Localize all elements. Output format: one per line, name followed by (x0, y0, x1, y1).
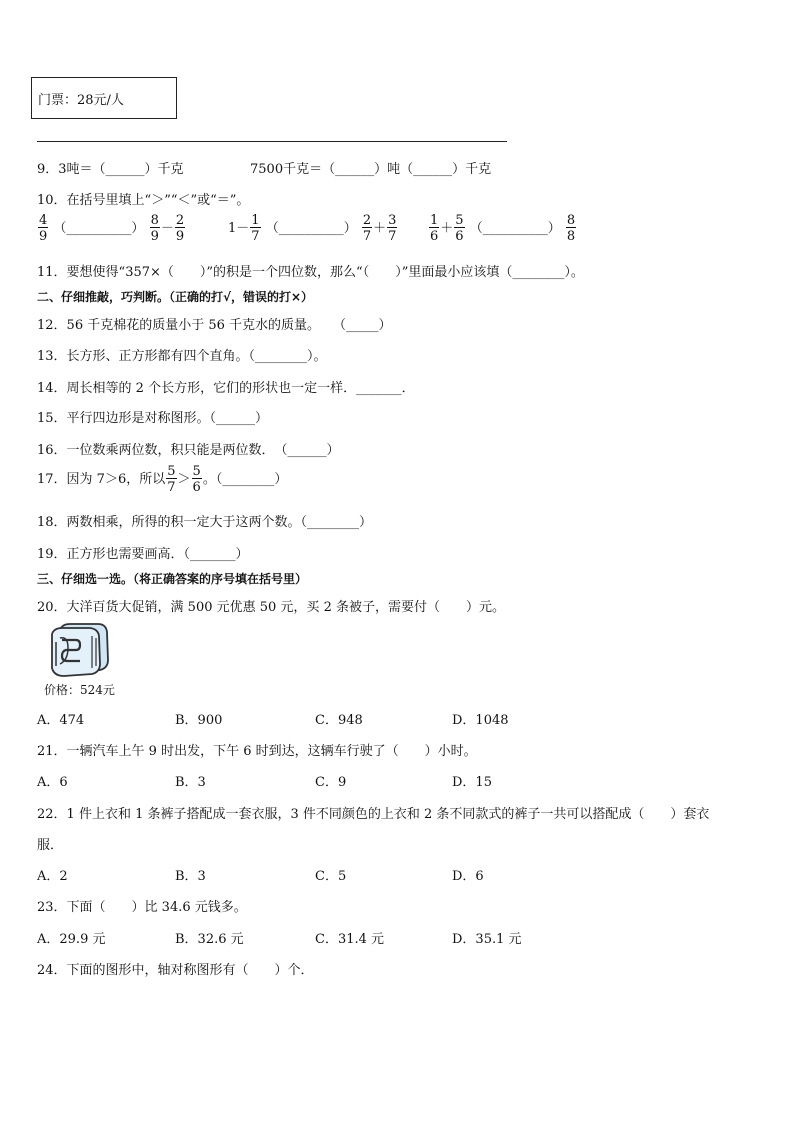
option-a: A．29.9 元 (37, 932, 106, 947)
question-16-text: 一位数乘两位数，积只能是两位数． （______） (66, 443, 340, 458)
question-number: 18． (37, 515, 67, 530)
fraction: $\frac{8}{8}$ (566, 213, 576, 244)
question-number: 13． (37, 349, 67, 364)
question-12-text: 56 千克棉花的质量小于 56 千克水的质量。 （_____） (66, 318, 392, 333)
expression-prefix: 1－ (228, 221, 250, 236)
ticket-price-box (31, 77, 177, 119)
question-19 (37, 543, 249, 562)
question-19-text: 正方形也需要画高．（_______） (66, 547, 249, 562)
fraction: $\frac{2}{7}$ (362, 213, 372, 244)
question-9-part-a: 3吨＝（______）千克 (58, 162, 184, 177)
price-label: 价格：524元 (44, 683, 115, 697)
question-20-text: 大洋百货大促销，满 500 元优惠 50 元，买 2 条被子，需要付（ ）元。 (66, 600, 505, 615)
divider-line (37, 141, 507, 142)
fraction: $\frac{1}{6}$ (430, 213, 439, 244)
option-a: A．6 (37, 775, 68, 790)
fraction: $\frac{8}{9}$ (150, 213, 159, 244)
question-9 (37, 158, 184, 177)
question-22-text: 1 件上衣和 1 条裤子搭配成一套衣服，3 件不同颜色的上衣和 2 条不同款式的裤子一共可以搭配成（ ）套衣 (66, 807, 710, 822)
section-3-heading: 三、仔细选一选。（将正确答案的序号填在括号里） (37, 572, 308, 586)
question-17-blank: 。（________） (202, 472, 288, 487)
question-11 (37, 261, 584, 280)
question-number: 22． (37, 807, 67, 822)
question-24 (37, 959, 314, 978)
question-number: 20． (37, 600, 67, 615)
operator: ＞ (177, 472, 191, 487)
section-2-heading: 二、仔细推敲，巧判断。（正确的打√，错误的打×） (37, 290, 314, 304)
operator: － (160, 221, 174, 236)
operator: ＋ (440, 221, 454, 236)
question-number: 17． (37, 472, 67, 487)
ticket-price-text: 门票：28元/人 (38, 93, 124, 108)
question-14 (37, 377, 415, 396)
question-10 (37, 189, 249, 208)
option-b: B．3 (175, 869, 206, 884)
question-number: 21． (37, 744, 67, 759)
question-18-text: 两数相乘，所得的积一定大于这两个数。（________） (66, 515, 373, 530)
question-9-part-b: 7500千克＝（______）吨（______）千克 (250, 162, 492, 177)
question-number: 15． (37, 411, 67, 426)
fraction: $\frac{5}{6}$ (192, 464, 201, 495)
question-number: 14． (37, 381, 67, 396)
answer-blank: （__________） (469, 221, 561, 236)
question-number: 11． (37, 265, 67, 280)
question-number: 16． (37, 443, 67, 458)
option-c: C．948 (315, 713, 363, 728)
option-c: C．9 (315, 775, 347, 790)
question-15-text: 平行四边形是对称图形。（______） (66, 411, 269, 426)
question-number: 24． (37, 963, 67, 978)
option-b: B．3 (175, 775, 206, 790)
question-12 (37, 314, 392, 333)
fraction: $\frac{2}{9}$ (175, 213, 185, 244)
question-21 (37, 740, 477, 759)
question-23 (37, 896, 247, 915)
question-22 (37, 803, 709, 822)
option-d: D．35.1 元 (452, 932, 522, 947)
quilt-icon (46, 620, 112, 678)
question-10-text: 在括号里填上“＞”“＜”或“＝”。 (66, 193, 250, 208)
answer-blank: （__________） (53, 221, 145, 236)
fraction: $\frac{4}{9}$ (39, 213, 48, 244)
q10-pair-1 (37, 214, 186, 243)
option-d: D．6 (452, 869, 484, 884)
question-24-text: 下面的图形中，轴对称图形有（ ）个． (66, 963, 314, 978)
question-13-text: 长方形、正方形都有四个直角。（________）。 (66, 349, 327, 364)
option-a: A．2 (37, 869, 68, 884)
fraction: $\frac{5}{6}$ (455, 213, 464, 244)
question-14-text: 周长相等的 2 个长方形，它们的形状也一定一样．_______． (66, 381, 415, 396)
question-number: 19． (37, 547, 67, 562)
option-b: B．900 (175, 713, 223, 728)
question-20 (37, 596, 505, 615)
option-d: D．15 (452, 775, 492, 790)
question-number: 12． (37, 318, 67, 333)
question-17 (37, 465, 287, 494)
answer-blank: （__________） (265, 221, 357, 236)
q10-pair-2 (228, 214, 398, 243)
question-13 (37, 345, 327, 364)
question-number: 9． (37, 162, 59, 177)
question-11-text: 要想使得“357×（ ）”的积是一个四位数，那么“（ ）”里面最小应该填（________）。 (66, 265, 584, 280)
fraction: $\frac{1}{7}$ (251, 213, 260, 244)
question-23-text: 下面（ ）比 34.6 元钱多。 (66, 900, 247, 915)
option-d: D．1048 (452, 713, 509, 728)
operator: ＋ (373, 221, 387, 236)
fraction: $\frac{3}{7}$ (388, 213, 397, 244)
fraction: $\frac{5}{7}$ (167, 464, 176, 495)
option-b: B．32.6 元 (175, 932, 244, 947)
question-number: 10． (37, 193, 67, 208)
question-17-text: 因为 7＞6，所以 (66, 472, 166, 487)
option-a: A．474 (37, 713, 85, 728)
question-21-text: 一辆汽车上午 9 时出发，下午 6 时到达，这辆车行驶了（ ）小时。 (66, 744, 477, 759)
question-22-continued: 服． (37, 838, 64, 853)
question-15 (37, 407, 268, 426)
option-c: C．31.4 元 (315, 932, 385, 947)
q10-pair-3 (428, 214, 577, 243)
question-16 (37, 439, 340, 458)
question-18 (37, 511, 372, 530)
option-c: C．5 (315, 869, 347, 884)
question-number: 23． (37, 900, 67, 915)
